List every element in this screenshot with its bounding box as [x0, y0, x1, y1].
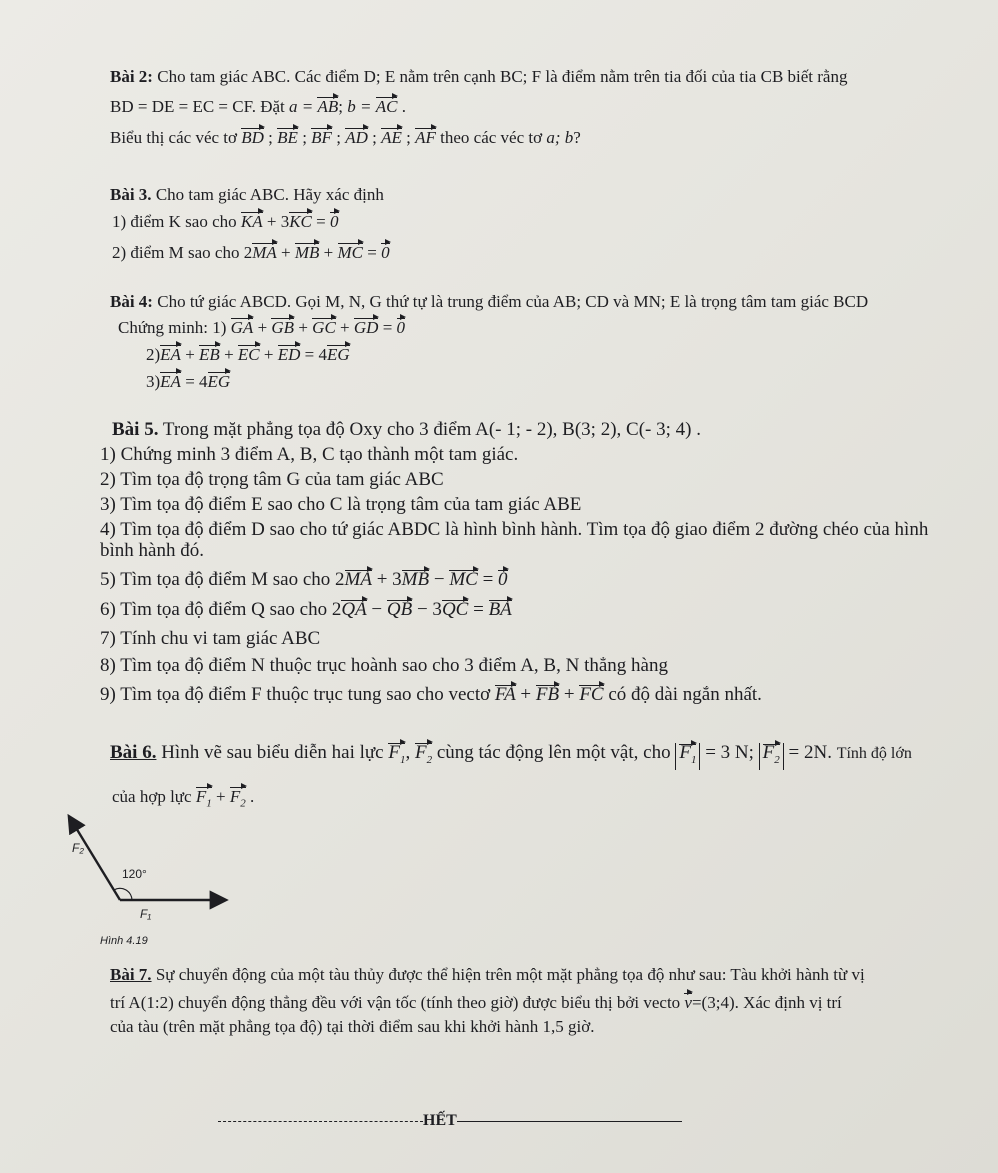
bai2-a-eq: a = [289, 97, 318, 116]
vec-EC: EC [237, 345, 260, 364]
vec-ED: ED [277, 345, 301, 364]
bai7-line3 [110, 1016, 594, 1038]
bai2-text2: BD = DE = EC = CF. Đặt [110, 97, 285, 116]
vec-FA: FA [494, 684, 516, 705]
vec-zero: 0 [396, 318, 406, 337]
vec-GC: GC [312, 318, 336, 337]
bai6-t1: Hình vẽ sau biểu diễn hai lực [161, 742, 384, 763]
bai4-item2: 2)EA + EB + EC + ED = 4EG [146, 345, 350, 364]
f2-arrow [70, 818, 120, 900]
vec-GA: GA [230, 318, 254, 337]
bai5-q3: 3) Tìm tọa độ điểm E sao cho C là trọng tâm của tam giác ABE [100, 494, 582, 515]
bai6-t2: cùng tác động lên một vật, cho [436, 742, 671, 763]
bai2-line3: Biểu thị các véc tơ BD ; BE ; BF ; AD ; AE ; AF theo các véc tơ a; b? [110, 128, 581, 147]
bai6-t3: Tính độ lớn [836, 745, 912, 762]
bai4-item3: 3)EA = 4EG [146, 372, 231, 391]
bai5-q6-text: 6) Tìm tọa độ điểm Q sao cho [100, 599, 328, 620]
bai4-item1: Chứng minh: 1) GA + GB + GC + GD = 0 [118, 318, 406, 337]
vec-MC: MC [337, 243, 364, 262]
vec-MA: MA [344, 569, 372, 590]
vec-F1: $F_1$ [196, 786, 212, 814]
vec-MA: MA [252, 243, 277, 262]
vec-AC: AC [375, 97, 398, 116]
vec-zero: 0 [498, 569, 508, 590]
bai3-item2-text: 2) điểm M sao cho [112, 243, 240, 262]
bai2-line1 [110, 66, 847, 88]
bai4-i2: 2) [146, 345, 161, 364]
vec-BE: BE [277, 128, 298, 147]
vec-EG: EG [327, 345, 350, 364]
bai5-title: Bài 5. [112, 419, 159, 440]
bai7-t3: của tàu (trên mặt phẳng tọa độ) tại thời điểm sau khi khởi hành 1,5 giờ. [110, 1017, 595, 1036]
vec-QB: QB [386, 599, 413, 620]
bai3-item2: 2) điểm M sao cho 2MA + MB + MC = 0 [112, 243, 390, 262]
vec-AF: AF [415, 128, 436, 147]
bai5-q4b: bình hành đó. [100, 540, 204, 561]
vec-zero: 0 [381, 243, 390, 262]
bai7-t1: Sự chuyển động của một tàu thủy được thể hiện trên một mặt phẳng tọa độ như sau: Tàu khởi hành từ vị [155, 965, 865, 984]
bai2-text1: Cho tam giác ABC. Các điểm D; E nằm trên cạnh BC; F là điểm nằm trên tia đối của tia CB biết rằng [157, 67, 848, 86]
bai3-text: Cho tam giác ABC. Hãy xác định [155, 185, 384, 204]
bai4-text: Cho tứ giác ABCD. Gọi M, N, G thứ tự là trung điểm của AB; CD và MN; E là trọng tâm tam giác BCD [157, 292, 869, 311]
bai4-title: Bài 4: [110, 292, 153, 311]
bai4-line1 [110, 291, 868, 313]
bai5-text: Trong mặt phẳng tọa độ Oxy cho 3 điểm A(- 1; - 2), B(3; 2), C(- 3; 4) . [162, 419, 701, 440]
vec-KC: KC [289, 212, 312, 231]
bai5-q2: 2) Tìm tọa độ trọng tâm G của tam giác ABC [100, 469, 444, 490]
bai6-line1: Bài 6. Hình vẽ sau biểu diễn hai lực $F_1$, $F_2$ cùng tác động lên một vật, cho $F_1 = 3$ N; $F_2 = 2N$. Tính độ lớn [110, 742, 912, 771]
vec-F1: $F_1$ [679, 743, 696, 770]
vec-MB: MB [401, 569, 430, 590]
angle-label: 120° [122, 867, 147, 881]
bai3-item1-text: 1) điểm K sao cho [112, 212, 237, 231]
bai2-b-eq: b = [347, 97, 376, 116]
bai4-prove: Chứng minh: 1) [118, 318, 227, 337]
bai5-q6: 6) Tìm tọa độ điểm Q sao cho 2QA − QB − 3QC = BA [100, 599, 512, 620]
bai5-q5: 5) Tìm tọa độ điểm M sao cho 2MA + 3MB − MC = 0 [100, 569, 508, 590]
force-diagram [64, 812, 254, 952]
bai6-f2-val: = 2N. [788, 742, 832, 763]
vec-F1: $F_1$ [388, 742, 405, 771]
vec-BA: BA [488, 599, 512, 620]
vec-FB: FB [535, 684, 560, 705]
bai7-t2-post: Xác định vị trí [743, 993, 842, 1012]
vec-EA: EA [160, 345, 181, 364]
bai2-text3-post: theo các véc tơ [440, 128, 543, 147]
vec-QA: QA [341, 599, 367, 620]
vec-EB: EB [199, 345, 220, 364]
vec-BD: BD [241, 128, 264, 147]
bai6-t4: của hợp lực [112, 787, 192, 806]
vec-F2: $F_2$ [230, 786, 246, 814]
bai2-line2: BD = DE = EC = CF. Đặt a = AB; b = AC . [110, 97, 406, 116]
bai7-line1 [110, 964, 865, 986]
vec-MC: MC [449, 569, 478, 590]
abs-F1 [675, 743, 700, 770]
end-text: HẾT [423, 1112, 457, 1129]
bai6-title: Bài 6. [110, 742, 157, 763]
figure-caption: Hình 4.19 [100, 935, 148, 947]
vec-EA: EA [160, 372, 181, 391]
bai2-text3-pre: Biểu thị các véc tơ [110, 128, 237, 147]
vec-KA: KA [240, 212, 263, 231]
abs-F2 [759, 743, 784, 770]
bai2-ab: a; b [546, 128, 574, 147]
vec-zero: 0 [330, 212, 339, 231]
bai2-title: Bài 2: [110, 67, 153, 86]
bai2-q: ? [573, 128, 581, 147]
vec-BF: BF [311, 128, 332, 147]
vec-FC: FC [579, 684, 604, 705]
bai6-line2: của hợp lực $F_1 + F_2$ . [112, 786, 254, 814]
bai5-line1 [112, 419, 701, 441]
end-divider-right [457, 1121, 682, 1122]
f2-label: F₂ [72, 841, 84, 855]
bai3-item1: 1) điểm K sao cho KA + 3KC = 0 [112, 212, 339, 231]
end-marker [218, 1112, 682, 1130]
bai5-q9-post: có độ dài ngắn nhất. [608, 684, 762, 705]
bai7-t2-pre: trí A(1:2) chuyển động thẳng đều với vận tốc (tính theo giờ) được biểu thị bởi vecto [110, 993, 681, 1012]
bai5-q7: 7) Tính chu vi tam giác ABC [100, 628, 321, 649]
vec-F2: $F_2$ [763, 743, 780, 770]
vec-MB: MB [294, 243, 320, 262]
bai7-title: Bài 7. [110, 965, 152, 984]
bai5-q4a: 4) Tìm tọa độ điểm D sao cho tứ giác ABDC là hình bình hành. Tìm tọa độ giao điểm 2 đường chéo của hình [100, 519, 929, 540]
bai3-title: Bài 3. [110, 185, 152, 204]
bai3-line1 [110, 184, 384, 206]
vec-AD: AD [345, 128, 368, 147]
bai5-q9-pre: 9) Tìm tọa độ điểm F thuộc trục tung sao cho vectơ [100, 684, 491, 705]
vec-QC: QC [441, 599, 469, 620]
vec-EG: EG [207, 372, 231, 391]
bai7-v-eq: =(3;4). [691, 993, 739, 1012]
vec-GD: GD [353, 318, 379, 337]
end-divider-left [218, 1121, 423, 1122]
bai2-sep: ; [338, 97, 348, 116]
vec-v: v [684, 993, 692, 1012]
bai7-line2 [110, 992, 842, 1014]
bai5-q8: 8) Tìm tọa độ điểm N thuộc trục hoành sao cho 3 điểm A, B, N thẳng hàng [100, 655, 668, 676]
vec-AB: AB [317, 97, 339, 116]
vec-AE: AE [381, 128, 402, 147]
f1-label: F₁ [140, 907, 152, 921]
vec-GB: GB [271, 318, 295, 337]
bai6-f1-val: = 3 N; [705, 742, 754, 763]
vec-F2: $F_2$ [415, 742, 432, 771]
bai5-q5-text: 5) Tìm tọa độ điểm M sao cho [100, 569, 331, 590]
bai5-q1: 1) Chứng minh 3 điểm A, B, C tạo thành một tam giác. [100, 444, 519, 465]
bai4-i3: 3) [146, 372, 161, 391]
bai5-q9: 9) Tìm tọa độ điểm F thuộc trục tung sao cho vectơ FA + FB + FC có độ dài ngắn nhất. [100, 684, 762, 705]
